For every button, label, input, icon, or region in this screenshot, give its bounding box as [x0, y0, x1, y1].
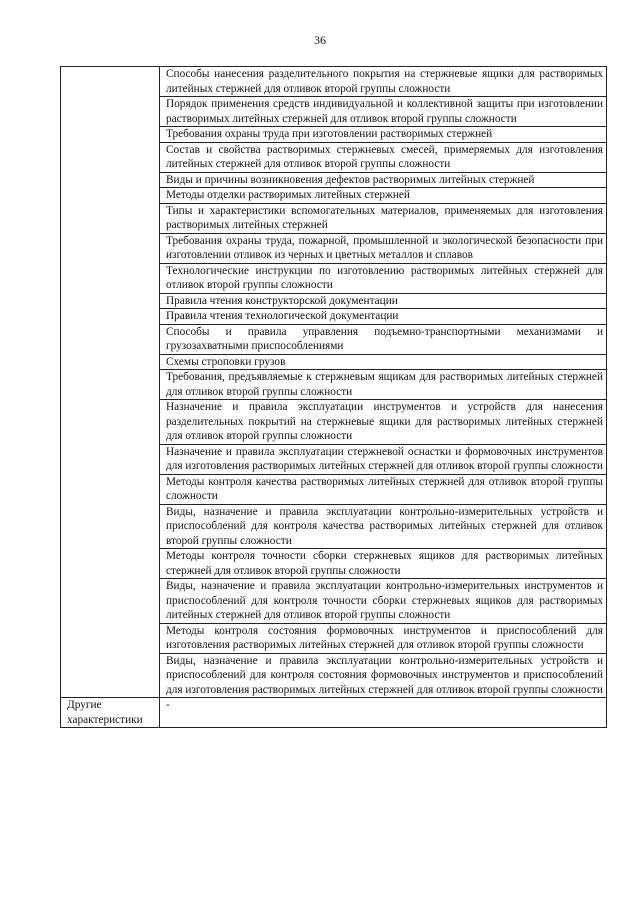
knowledge-item: Требования охраны труда при изготовлении растворимых стержней — [160, 127, 607, 143]
knowledge-item: Методы контроля состояния формовочных инструментов и приспособлений для изготовления растворимых литейных стержней для отливок второй группы сложности — [160, 623, 607, 653]
knowledge-item: Порядок применения средств индивидуальной и коллективной защиты при изготовлении растворимых литейных стержней для отливок второй группы сложности — [160, 97, 607, 127]
knowledge-item: Требования охраны труда, пожарной, промышленной и экологической безопасности при изготовлении отливок из черных и цветных металлов и сплавов — [160, 233, 607, 263]
knowledge-table-body — [61, 67, 607, 728]
knowledge-item: Методы отделки растворимых литейных стержней — [160, 188, 607, 204]
knowledge-item: Правила чтения конструкторской документации — [160, 293, 607, 309]
knowledge-item: Способы и правила управления подъемно-транспортными механизмами и грузозахватными приспособлениями — [160, 324, 607, 354]
knowledge-item: Методы контроля качества растворимых литейных стержней для отливок второй группы сложности — [160, 474, 607, 504]
knowledge-item: Технологические инструкции по изготовлению растворимых литейных стержней для отливок второй группы сложности — [160, 263, 607, 293]
knowledge-table — [60, 66, 607, 728]
knowledge-item: Типы и характеристики вспомогательных материалов, применяемых для изготовления растворимых литейных стержней — [160, 203, 607, 233]
knowledge-item: Правила чтения технологической документации — [160, 309, 607, 325]
knowledge-item: Назначение и правила эксплуатации стержневой оснастки и формовочных инструментов для изготовления растворимых литейных стержней для отливок второй группы сложности — [160, 444, 607, 474]
knowledge-item: Методы контроля точности сборки стержневых ящиков для растворимых литейных стержней для отливок второй группы сложности — [160, 549, 607, 579]
other-characteristics-row — [61, 698, 607, 728]
table-row — [61, 67, 607, 97]
page-number: 36 — [314, 33, 326, 47]
knowledge-item: Виды, назначение и правила эксплуатации контрольно-измерительных устройств и приспособлений для контроля качества растворимых литейных стержней для отливок второй группы сложности — [160, 504, 607, 549]
knowledge-item: Назначение и правила эксплуатации инструментов и устройств для нанесения разделительных покрытий на стержневые ящики для растворимых литейных стержней для отливок второй группы сложности — [160, 400, 607, 445]
other-characteristics-label: Другие характеристики — [61, 698, 160, 728]
knowledge-item: Виды, назначение и правила эксплуатации контрольно-измерительных устройств и приспособлений для контроля состояния формовочных инструментов и приспособлений для изготовления растворимых литейных стержней для отливок второй группы сложности — [160, 653, 607, 698]
knowledge-item: Способы нанесения разделительного покрытия на стержневые ящики для растворимых литейных стержней для отливок второй группы сложности — [160, 67, 607, 97]
knowledge-item: Требования, предъявляемые к стержневым ящикам для растворимых литейных стержней для отливок второй группы сложности — [160, 370, 607, 400]
knowledge-item: Схемы строповки грузов — [160, 354, 607, 370]
knowledge-item: Состав и свойства растворимых стержневых смесей, примеряемых для изготовления литейных стержней для отливок второй группы сложности — [160, 142, 607, 172]
knowledge-item: Виды и причины возникновения дефектов растворимых литейных стержней — [160, 172, 607, 188]
knowledge-item: Виды, назначение и правила эксплуатации контрольно-измерительных инструментов и приспособлений для контроля точности сборки стержневых ящиков для растворимых литейных стержней для отливок второй группы сложности — [160, 579, 607, 624]
label-cell-empty — [61, 67, 160, 698]
other-characteristics-value: - — [160, 698, 607, 728]
